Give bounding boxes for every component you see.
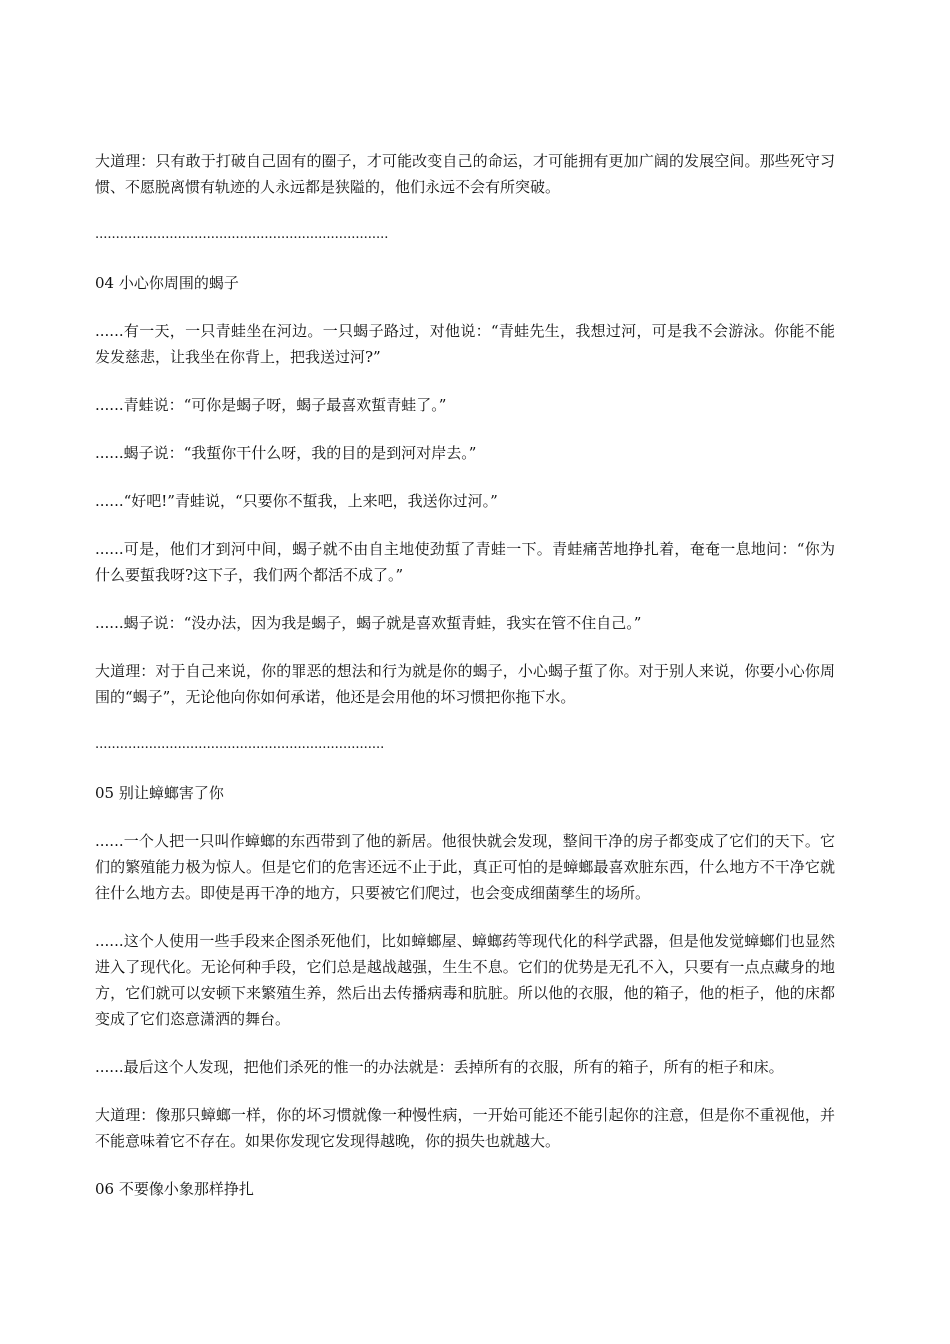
moral-paragraph: 大道理：像那只蟑螂一样，你的坏习惯就像一种慢性病，一开始可能还不能引起你的注意，但是你不重视他，并不能意味着它不存在。如果你发现它发现得越晚，你的损失也就越大。 <box>95 1106 835 1150</box>
section-heading: 05 别让蟑螂害了你 <box>95 784 224 802</box>
story-paragraph: ......蝎子说：“没办法，因为我是蝎子，蝎子就是喜欢蜇青蛙，我实在管不住自己。” <box>95 614 642 632</box>
story-paragraph: ......青蛙说：“可你是蝎子呀，蝎子最喜欢蜇青蛙了。” <box>95 396 447 414</box>
story-paragraph: ......有一天，一只青蛙坐在河边。一只蝎子路过，对他说：“青蛙先生，我想过河，可是我不会游泳。你能不能发发慈悲，让我坐在你背上，把我送过河?” <box>95 322 835 366</box>
story-paragraph: ......蝎子说：“我蜇你干什么呀，我的目的是到河对岸去。” <box>95 444 477 462</box>
document-body <box>95 148 835 1224</box>
story-paragraph: ......可是，他们才到河中间，蝎子就不由自主地使劲蜇了青蛙一下。青蛙痛苦地挣扎着，奄奄一息地问：“你为什么要蜇我呀?这下子，我们两个都活不成了。” <box>95 540 835 584</box>
story-paragraph: ......一个人把一只叫作蟑螂的东西带到了他的新居。他很快就会发现，整间干净的房子都变成了它们的天下。它们的繁殖能力极为惊人。但是它们的危害还远不止于此，真正可怕的是蟑螂最喜欢脏东西，什么地方不干净它就往什么地方去。即使是再干净的地方，只要被它们爬过，也会变成细菌孳生的场所。 <box>95 832 835 902</box>
moral-paragraph: 大道理：只有敢于打破自己固有的圈子，才可能改变自己的命运，才可能拥有更加广阔的发展空间。那些死守习惯、不愿脱离惯有轨迹的人永远都是狭隘的，他们永远不会有所突破。 <box>95 152 835 196</box>
section-separator: ...................................................................... <box>95 737 385 752</box>
story-paragraph: ......“好吧!”青蛙说，“只要你不蜇我，上来吧，我送你过河。” <box>95 492 498 510</box>
section-heading: 06 不要像小象那样挣扎 <box>95 1180 254 1198</box>
section-heading: 04 小心你周围的蝎子 <box>95 274 239 292</box>
story-paragraph: ......最后这个人发现，把他们杀死的惟一的办法就是：丢掉所有的衣服，所有的箱子，所有的柜子和床。 <box>95 1058 784 1076</box>
section-separator: ....................................................................... <box>95 227 389 242</box>
moral-paragraph: 大道理：对于自己来说，你的罪恶的想法和行为就是你的蝎子，小心蝎子蜇了你。对于别人来说，你要小心你周围的“蝎子”，无论他向你如何承诺，他还是会用他的坏习惯把你拖下水。 <box>95 662 835 706</box>
story-paragraph: ......这个人使用一些手段来企图杀死他们，比如蟑螂屋、蟑螂药等现代化的科学武器，但是他发觉蟑螂们也显然进入了现代化。无论何种手段，它们总是越战越强，生生不息。它们的优势是无孔不入，只要有一点点藏身的地方，它们就可以安顿下来繁殖生养，然后出去传播病毒和肮脏。所以他的衣服，他的箱子，他的柜子，他的床都变成了它们恣意潇洒的舞台。 <box>95 932 835 1028</box>
